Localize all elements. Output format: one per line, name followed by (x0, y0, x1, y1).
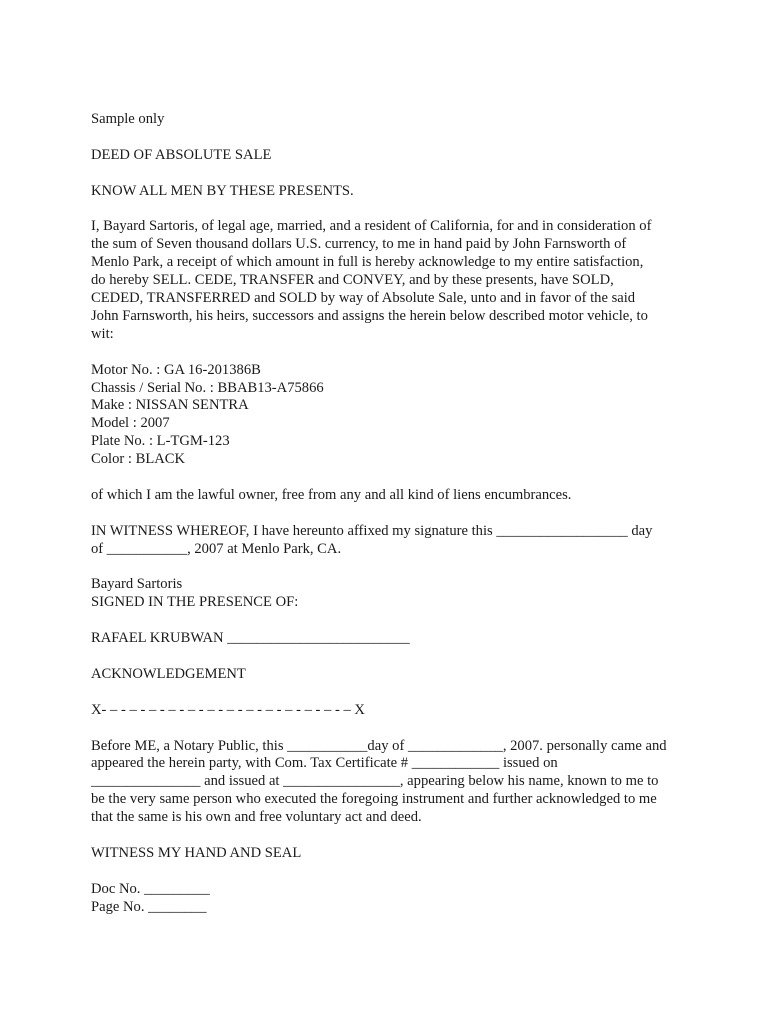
body-line: John Farnsworth, his heirs, successors and assigns the herein below described motor vehicle, to (91, 307, 648, 324)
notary-line: Before ME, a Notary Public, this ___________day of _____________, 2007. personally came and (91, 737, 667, 754)
chassis-number: Chassis / Serial No. : BBAB13-A75866 (91, 379, 324, 396)
witness-line: IN WITNESS WHEREOF, I have hereunto affixed my signature this __________________ day (91, 522, 653, 539)
notary-line: that the same is his own and free voluntary act and deed. (91, 809, 422, 826)
doc-number: Doc No. _________ (91, 880, 210, 897)
vehicle-details (91, 362, 681, 469)
body-line: do hereby SELL. CEDE, TRANSFER and CONVEY, and by these presents, have SOLD, (91, 272, 614, 289)
witness-line: of ___________, 2007 at Menlo Park, CA. (91, 540, 342, 557)
notary-line: be the very same person who executed the foregoing instrument and further acknowledged to me (91, 791, 657, 808)
motor-number: Motor No. : GA 16-201386B (91, 361, 261, 378)
body-line: I, Bayard Sartoris, of legal age, married, and a resident of California, for and in consideration of (91, 218, 652, 235)
deed-document (91, 111, 681, 917)
body-line: wit: (91, 325, 114, 342)
page-number: Page No. ________ (91, 898, 207, 915)
plate-number: Plate No. : L-TGM-123 (91, 433, 230, 450)
notary-paragraph (91, 738, 681, 828)
witness-paragraph (91, 523, 681, 559)
signer-name: Bayard Sartoris (91, 576, 183, 593)
vehicle-make: Make : NISSAN SENTRA (91, 397, 249, 414)
notary-line: appeared the herein party, with Com. Tax Certificate # ____________ issued on (91, 755, 558, 772)
body-line: Menlo Park, a receipt of which amount in full is hereby acknowledge to my entire satisfaction, (91, 254, 644, 271)
opening-line: KNOW ALL MEN BY THESE PRESENTS. (91, 182, 354, 199)
notary-line: _______________ and issued at ________________, appearing below his name, known to me to (91, 773, 659, 790)
witness-name-line: RAFAEL KRUBWAN _________________________ (91, 630, 410, 647)
section-divider: X- – - – - – - – - – - – - – - – - – - – - – - – - – X (91, 701, 365, 718)
witness-hand-seal: WITNESS MY HAND AND SEAL (91, 844, 302, 861)
ownership-statement: of which I am the lawful owner, free from any and all kind of liens encumbrances. (91, 486, 572, 503)
acknowledgement-heading: ACKNOWLEDGEMENT (91, 665, 246, 682)
sample-note: Sample only (91, 111, 165, 127)
vehicle-color: Color : BLACK (91, 451, 186, 468)
signed-presence: SIGNED IN THE PRESENCE OF: (91, 594, 299, 611)
document-title: DEED OF ABSOLUTE SALE (91, 146, 272, 163)
vehicle-model: Model : 2007 (91, 415, 170, 432)
body-paragraph (91, 218, 681, 343)
body-line: the sum of Seven thousand dollars U.S. currency, to me in hand paid by John Farnsworth of (91, 236, 627, 253)
body-line: CEDED, TRANSFERRED and SOLD by way of Absolute Sale, unto and in favor of the said (91, 290, 636, 307)
